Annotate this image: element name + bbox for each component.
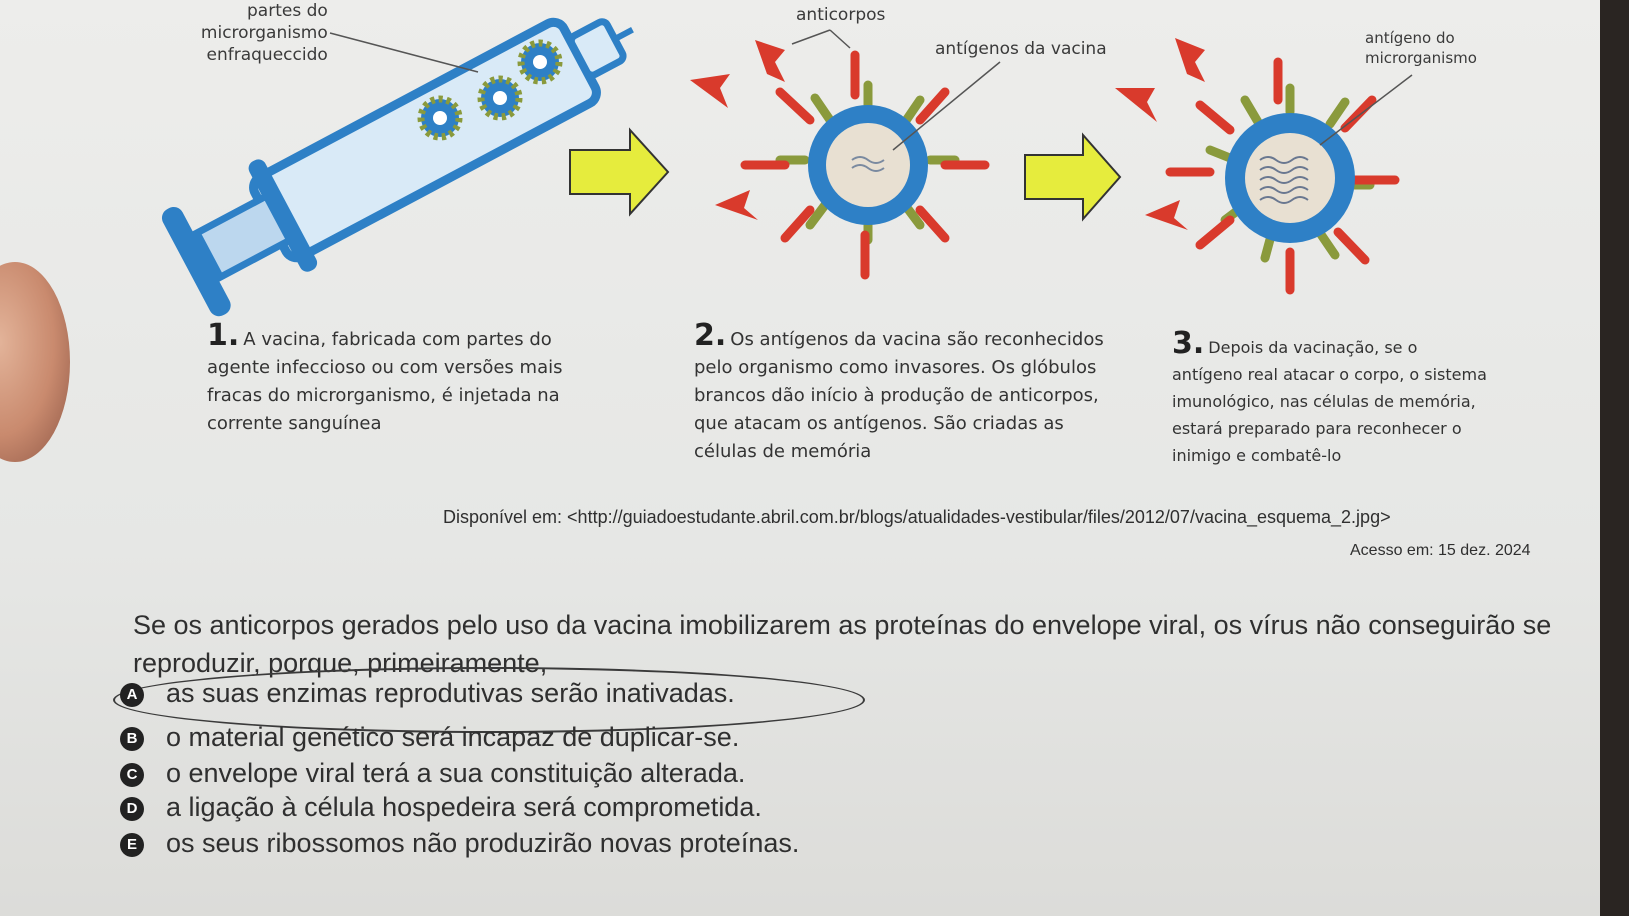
- label-line: microrganismo: [200, 23, 328, 43]
- label-antigeno-microrganismo: [1365, 28, 1477, 68]
- option-c[interactable]: [120, 758, 745, 789]
- option-text: a ligação à célula hospedeira será comprometida.: [166, 792, 762, 822]
- option-letter: B: [120, 727, 144, 751]
- option-letter: A: [120, 683, 144, 707]
- caption-line: imunológico, nas células de memória,: [1172, 392, 1476, 411]
- caption-first-line: [1172, 326, 1487, 361]
- label-line: partes do: [247, 1, 328, 21]
- question-text: Se os anticorpos gerados pelo uso da vacina imobilizarem as proteínas do envelope viral, os vírus não conseguirão se reproduzir, porque, primeiramente,: [133, 610, 1552, 678]
- caption-number: 1.: [207, 318, 240, 353]
- option-text: o envelope viral terá a sua constituição alterada.: [166, 758, 746, 788]
- option-letter: C: [120, 763, 144, 787]
- caption-line: antígeno real atacar o corpo, o sistema: [1172, 365, 1487, 384]
- label-antigenos-vacina: antígenos da vacina: [935, 39, 1107, 59]
- source-access: Acesso em: 15 dez. 2024: [1350, 542, 1531, 559]
- caption-number: 3.: [1172, 326, 1205, 361]
- option-e[interactable]: [120, 828, 799, 859]
- option-letter: D: [120, 797, 144, 821]
- caption-line: corrente sanguínea: [207, 413, 382, 434]
- caption-line: A vacina, fabricada com partes do: [243, 329, 552, 350]
- option-d[interactable]: [120, 792, 762, 823]
- caption-line: brancos dão início à produção de anticorpos,: [694, 385, 1099, 406]
- caption-line: Os antígenos da vacina são reconhecidos: [730, 329, 1104, 350]
- option-a[interactable]: [120, 678, 735, 709]
- arrow-1: [570, 130, 668, 214]
- source-url: Disponível em: <http://guiadoestudante.abril.com.br/blogs/atualidades-vestibular/files/2012/07/vacina_esquema_2.jpg>: [443, 507, 1391, 527]
- virus-with-antibodies: [690, 30, 1000, 275]
- caption-line: que atacam os antígenos. São criadas as: [694, 413, 1064, 434]
- caption-1: [207, 318, 563, 438]
- caption-number: 2.: [694, 318, 727, 353]
- caption-line: agente infeccioso ou com versões mais: [207, 357, 563, 378]
- label-partes-microrganismo: [195, 0, 328, 66]
- option-text: os seus ribossomos não produzirão novas proteínas.: [166, 828, 800, 858]
- option-letter: E: [120, 833, 144, 857]
- caption-first-line: [694, 318, 1104, 354]
- caption-line: Depois da vacinação, se o: [1208, 338, 1418, 357]
- caption-2: [694, 318, 1104, 466]
- option-text: as suas enzimas reprodutivas serão inativadas.: [166, 678, 735, 708]
- label-line: antígeno do: [1365, 29, 1455, 47]
- label-line: enfraqueccido: [206, 45, 328, 65]
- caption-line: pelo organismo como invasores. Os glóbulos: [694, 357, 1097, 378]
- caption-line: células de memória: [694, 441, 872, 462]
- caption-line: estará preparado para reconhecer o: [1172, 419, 1462, 438]
- option-text: o material genético será incapaz de duplicar-se.: [166, 722, 740, 752]
- arrow-2: [1025, 135, 1120, 219]
- label-line: microrganismo: [1365, 49, 1477, 67]
- caption-first-line: [207, 318, 562, 354]
- caption-line: fracas do microrganismo, é injetada na: [207, 385, 560, 406]
- label-anticorpos: anticorpos: [796, 5, 886, 25]
- virus-real-antigen: [1115, 38, 1412, 290]
- caption-3: [1172, 326, 1487, 469]
- option-b[interactable]: [120, 722, 739, 753]
- caption-line: inimigo e combatê-lo: [1172, 446, 1342, 465]
